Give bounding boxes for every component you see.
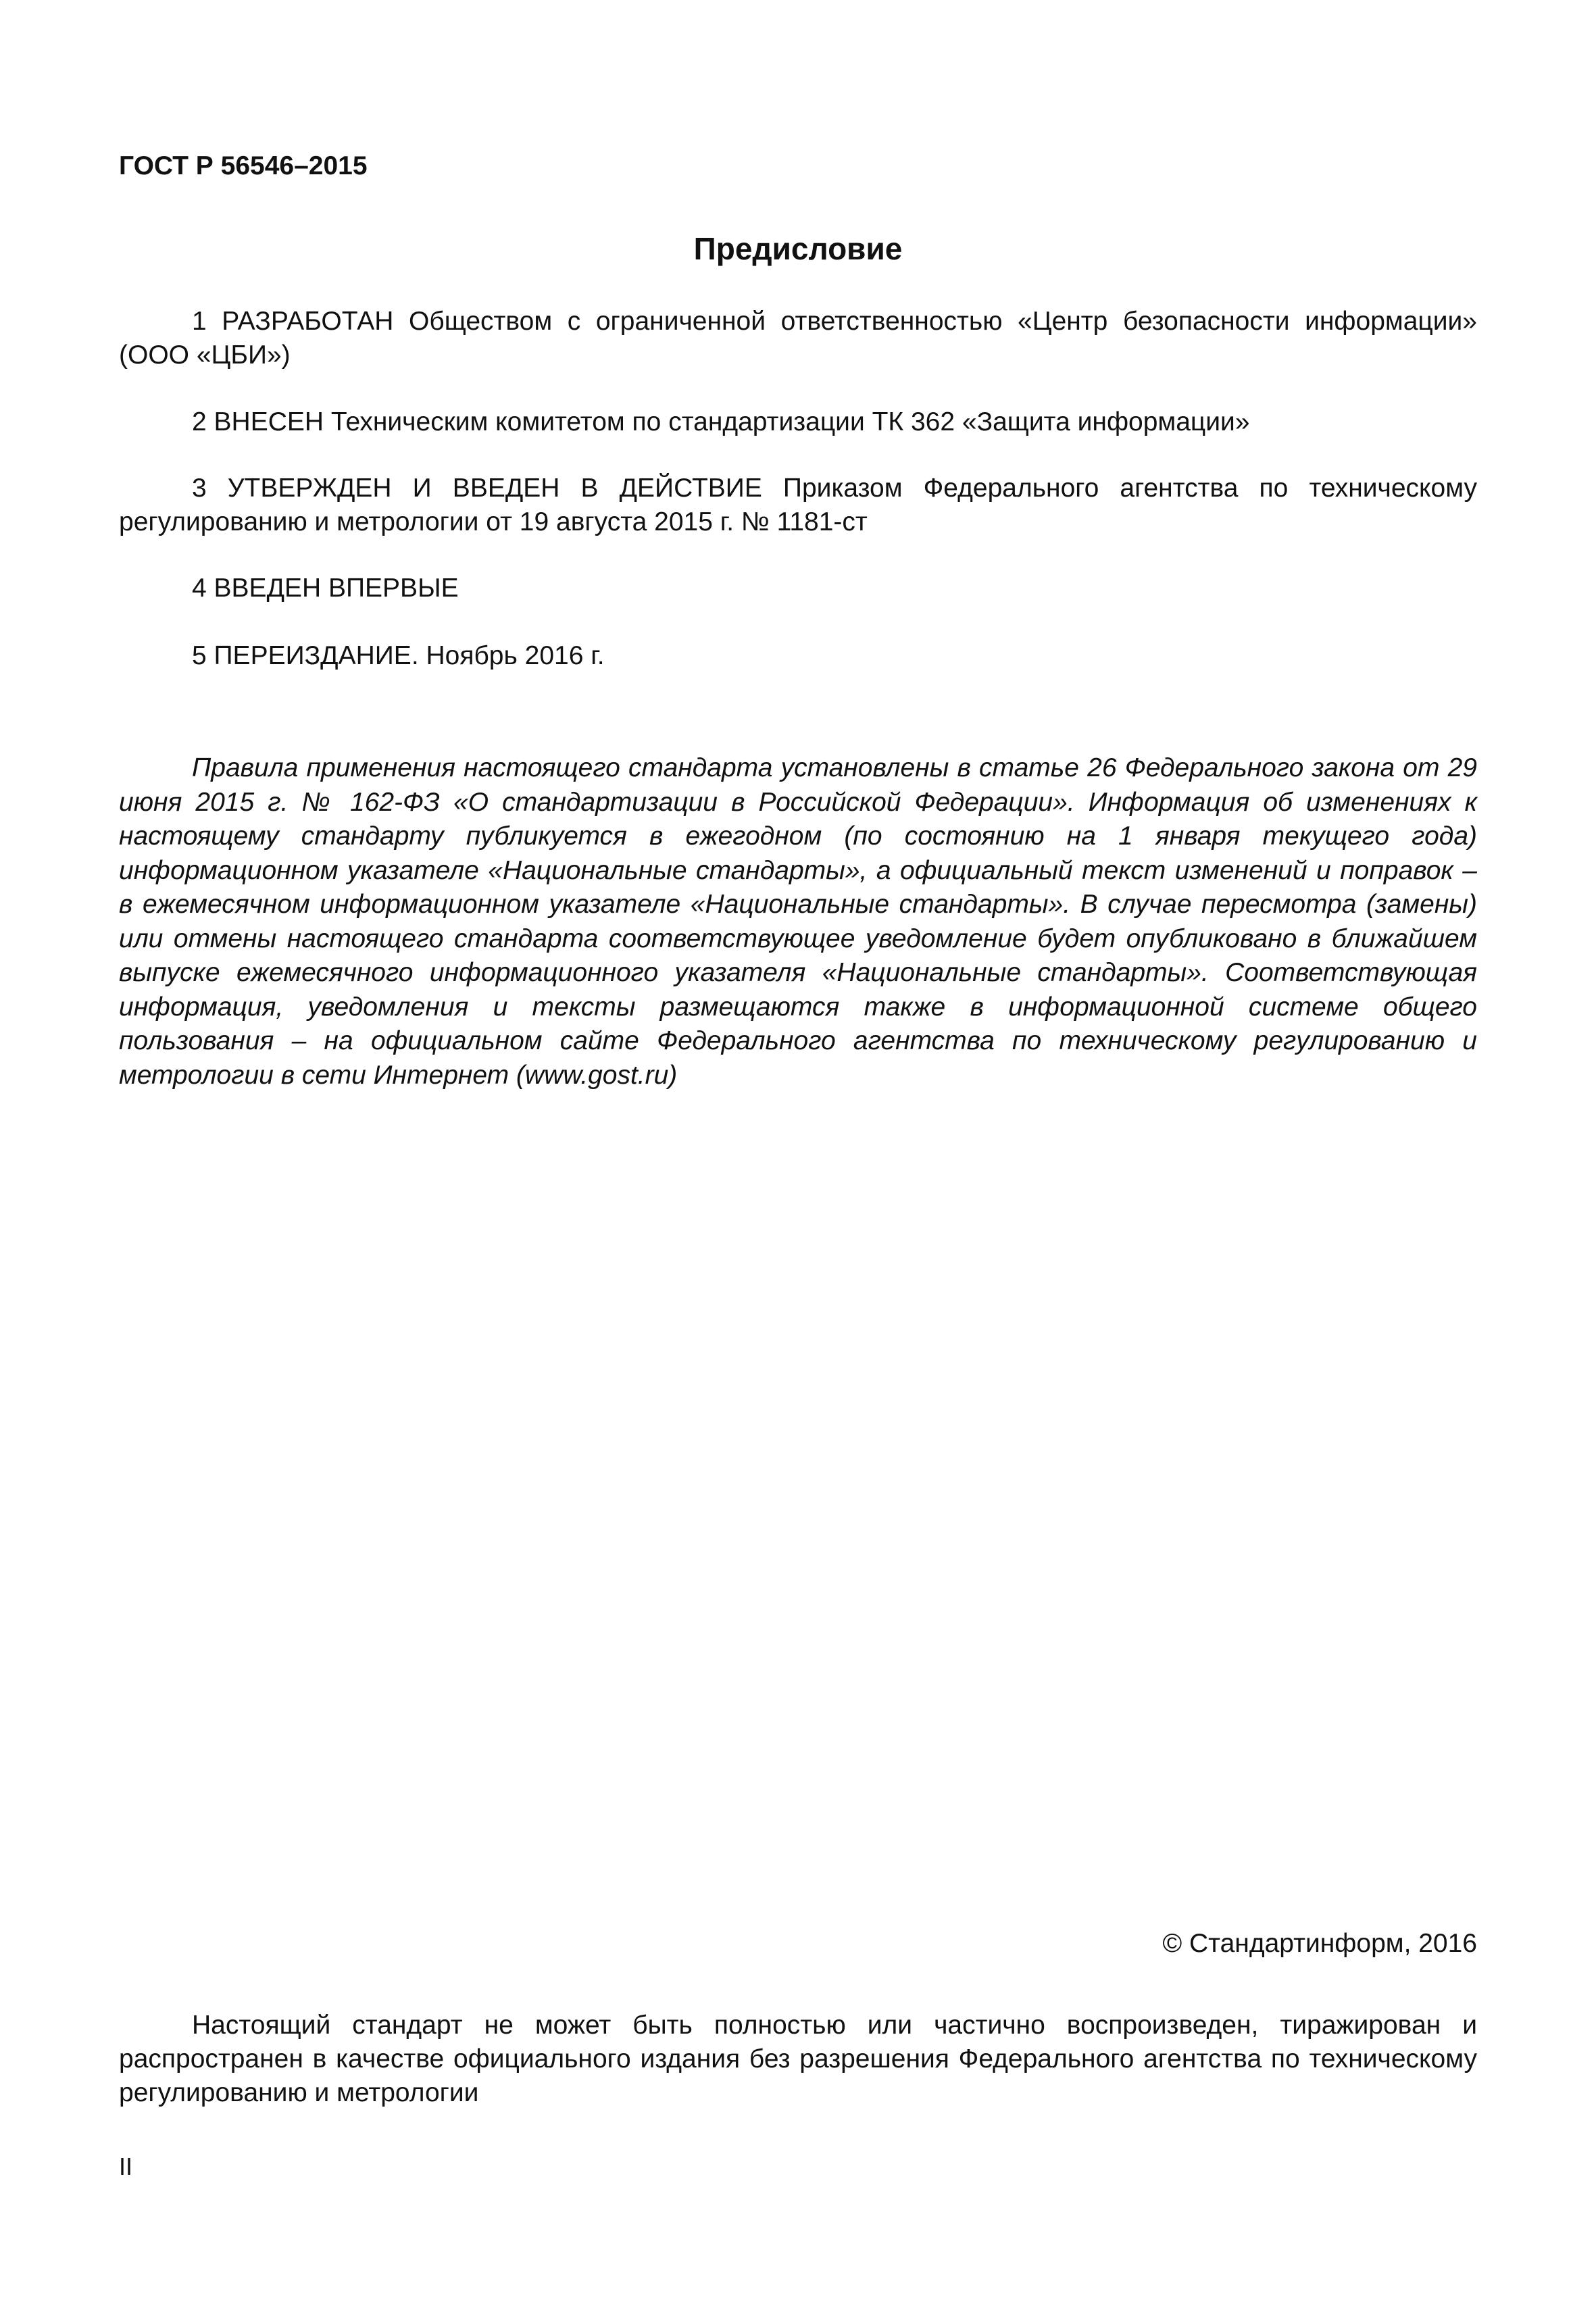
- application-rules-paragraph: Правила применения настоящего стандарта установлены в статье 26 Федерального закона от 29 июня 2015 г. № 162-ФЗ «О стандартизации в Российской Федерации». Информация об изменениях к настоящему стандарту публикуется в ежегодном (по состоянию на 1 января текущего года) информационном указателе «Национальные стандарты», а официальный текст изменений и поправок – в ежемесячном информационном указателе «Национальные стандарты». В случае пересмотра (замены) или отмены настоящего стандарта соответствующее уведомление будет опубликовано в ближайшем выпуске ежемесячного информационного указателя «Национальные стандарты». Соответствующая информация, уведомления и тексты размещаются также в информационной системе общего пользования – на официальном сайте Федерального агентства по техническому регулированию и метрологии в сети Интернет (www.gost.ru): [119, 753, 1477, 1090]
- preface-item-2: 2 ВНЕСЕН Техническим комитетом по стандартизации ТК 362 «Защита информации»: [192, 407, 1250, 436]
- preface-item-4: 4 ВВЕДЕН ВПЕРВЫЕ: [192, 574, 459, 603]
- preface-item-5: 5 ПЕРЕИЗДАНИЕ. Ноябрь 2016 г.: [192, 641, 605, 670]
- preface-item-1: 1 РАЗРАБОТАН Обществом с ограниченной ответственностью «Центр безопасности информации» (ООО «ЦБИ»): [119, 307, 1477, 370]
- preface-title: Предисловие: [693, 231, 903, 266]
- document-code: ГОСТ Р 56546–2015: [119, 151, 368, 180]
- preface-item-3: 3 УТВЕРЖДЕН И ВВЕДЕН В ДЕЙСТВИЕ Приказом Федерального агентства по техническому регулированию и метрологии от 19 августа 2015 г. № 1181-ст: [119, 474, 1477, 536]
- reproduction-notice: Настоящий стандарт не может быть полностью или частично воспроизведен, тиражирован и распространен в качестве официального издания без разрешения Федерального агентства по техническому регулированию и метрологии: [119, 2011, 1477, 2107]
- copyright-line: © Стандартинформ, 2016: [1162, 1929, 1477, 1958]
- page-number: II: [119, 2153, 133, 2180]
